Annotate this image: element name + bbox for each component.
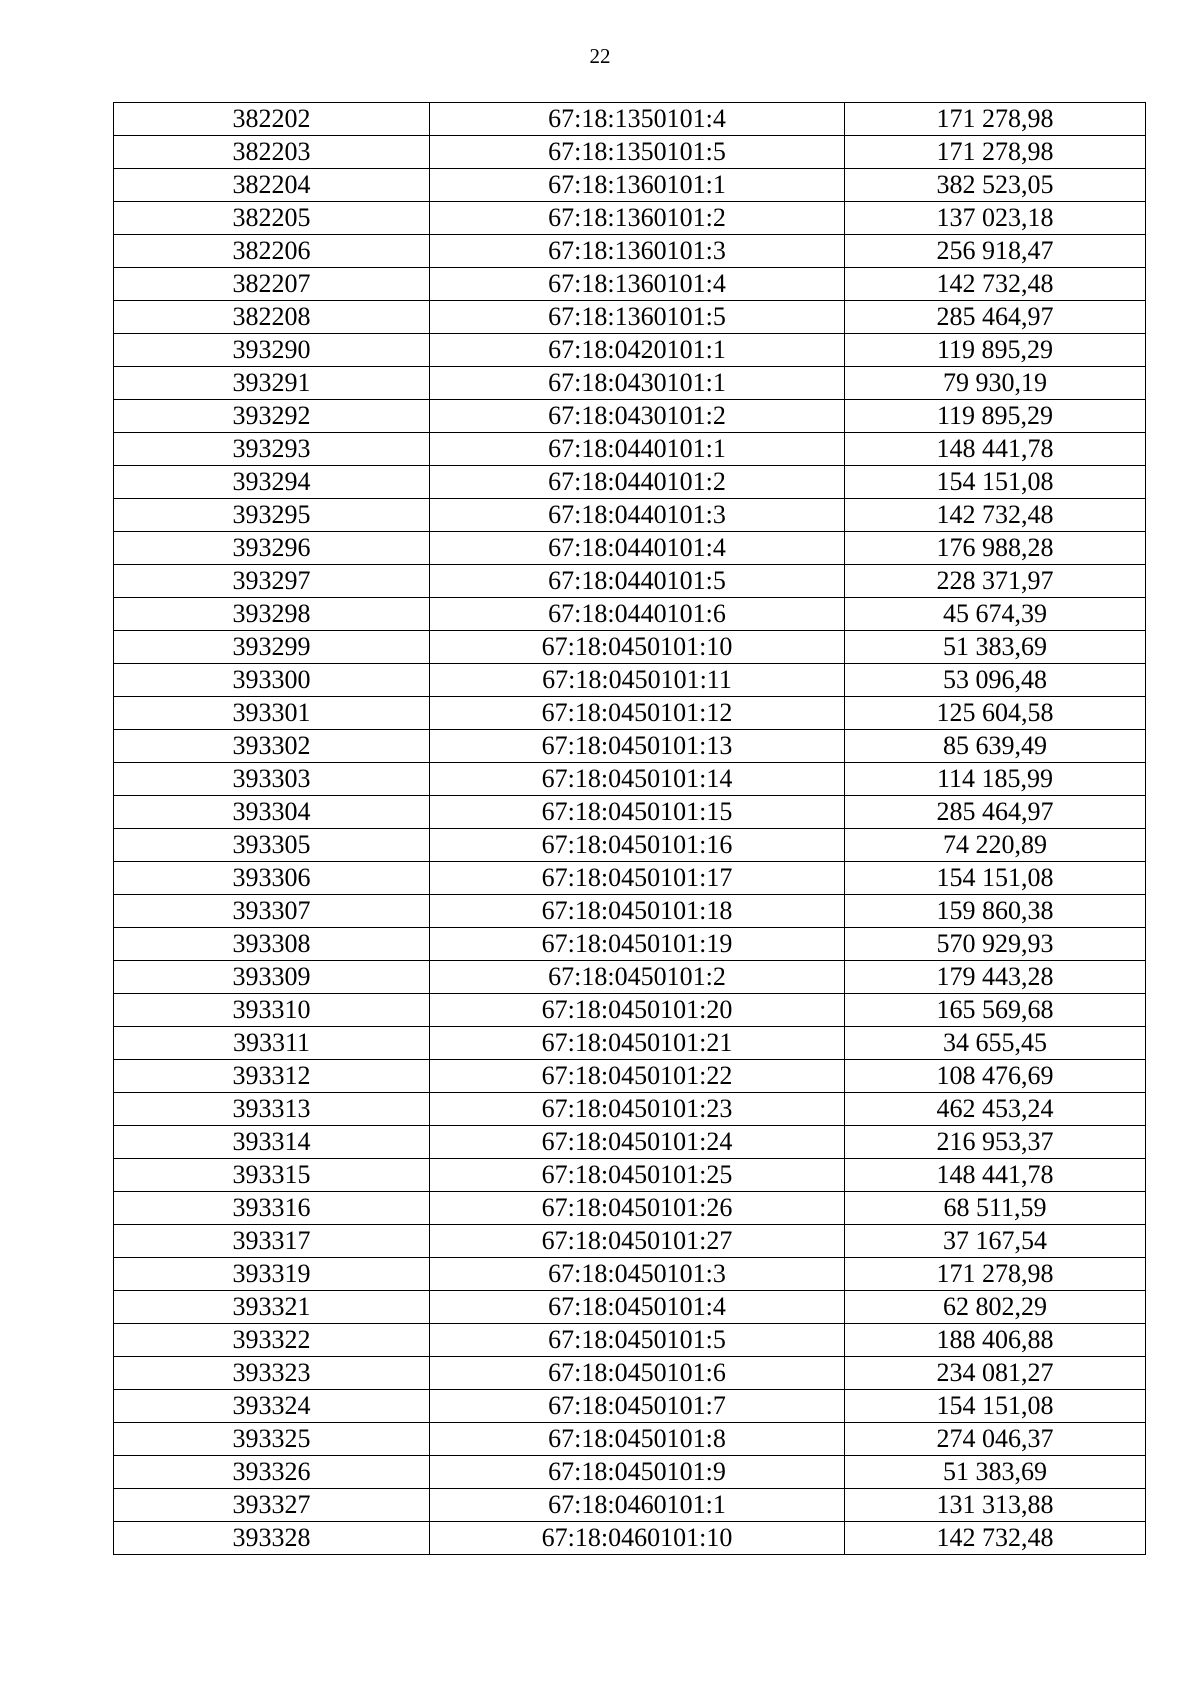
table-row <box>114 1324 1146 1357</box>
cadastral-number-cell: 67:18:0440101:4 <box>430 532 845 565</box>
row-id-cell: 393293 <box>114 433 430 466</box>
table-row <box>114 664 1146 697</box>
cadastral-value-cell: 68 511,59 <box>845 1192 1146 1225</box>
row-id-cell: 382202 <box>114 103 430 136</box>
row-id-cell: 393319 <box>114 1258 430 1291</box>
cadastral-value-cell: 85 639,49 <box>845 730 1146 763</box>
cadastral-number-cell: 67:18:0440101:2 <box>430 466 845 499</box>
table-row <box>114 1225 1146 1258</box>
table-row <box>114 169 1146 202</box>
cadastral-value-cell: 51 383,69 <box>845 631 1146 664</box>
cadastral-number-cell: 67:18:1350101:4 <box>430 103 845 136</box>
row-id-cell: 393315 <box>114 1159 430 1192</box>
table-row <box>114 1027 1146 1060</box>
cadastral-number-cell: 67:18:0450101:22 <box>430 1060 845 1093</box>
cadastral-value-cell: 119 895,29 <box>845 334 1146 367</box>
cadastral-value-cell: 154 151,08 <box>845 1390 1146 1423</box>
cadastral-number-cell: 67:18:0450101:4 <box>430 1291 845 1324</box>
cadastral-number-cell: 67:18:0450101:10 <box>430 631 845 664</box>
cadastral-value-cell: 148 441,78 <box>845 1159 1146 1192</box>
row-id-cell: 393295 <box>114 499 430 532</box>
table-row <box>114 796 1146 829</box>
cadastral-value-cell: 462 453,24 <box>845 1093 1146 1126</box>
cadastral-value-cell: 137 023,18 <box>845 202 1146 235</box>
cadastral-number-cell: 67:18:0450101:7 <box>430 1390 845 1423</box>
row-id-cell: 393313 <box>114 1093 430 1126</box>
table-row <box>114 1456 1146 1489</box>
table-row <box>114 1291 1146 1324</box>
table-row <box>114 103 1146 136</box>
row-id-cell: 393305 <box>114 829 430 862</box>
row-id-cell: 393324 <box>114 1390 430 1423</box>
cadastral-value-cell: 171 278,98 <box>845 103 1146 136</box>
row-id-cell: 382205 <box>114 202 430 235</box>
cadastral-number-cell: 67:18:0450101:2 <box>430 961 845 994</box>
row-id-cell: 393328 <box>114 1522 430 1555</box>
cadastral-value-cell: 188 406,88 <box>845 1324 1146 1357</box>
cadastral-number-cell: 67:18:0450101:17 <box>430 862 845 895</box>
row-id-cell: 393290 <box>114 334 430 367</box>
row-id-cell: 382206 <box>114 235 430 268</box>
cadastral-number-cell: 67:18:0450101:13 <box>430 730 845 763</box>
row-id-cell: 393308 <box>114 928 430 961</box>
table-row <box>114 334 1146 367</box>
cadastral-number-cell: 67:18:0450101:16 <box>430 829 845 862</box>
cadastral-number-cell: 67:18:0450101:19 <box>430 928 845 961</box>
table-row <box>114 829 1146 862</box>
cadastral-value-cell: 34 655,45 <box>845 1027 1146 1060</box>
cadastral-value-cell: 382 523,05 <box>845 169 1146 202</box>
table-row <box>114 994 1146 1027</box>
cadastral-number-cell: 67:18:0450101:6 <box>430 1357 845 1390</box>
table-row <box>114 565 1146 598</box>
table-row <box>114 1093 1146 1126</box>
cadastral-number-cell: 67:18:0430101:2 <box>430 400 845 433</box>
cadastral-value-cell: 119 895,29 <box>845 400 1146 433</box>
row-id-cell: 393304 <box>114 796 430 829</box>
row-id-cell: 393314 <box>114 1126 430 1159</box>
table-row <box>114 1192 1146 1225</box>
cadastral-number-cell: 67:18:0450101:14 <box>430 763 845 796</box>
table-row <box>114 730 1146 763</box>
cadastral-value-cell: 37 167,54 <box>845 1225 1146 1258</box>
row-id-cell: 393321 <box>114 1291 430 1324</box>
table-row <box>114 499 1146 532</box>
table-row <box>114 631 1146 664</box>
cadastral-number-cell: 67:18:0420101:1 <box>430 334 845 367</box>
table-row <box>114 1489 1146 1522</box>
cadastral-value-cell: 159 860,38 <box>845 895 1146 928</box>
cadastral-number-cell: 67:18:0450101:11 <box>430 664 845 697</box>
cadastral-value-cell: 285 464,97 <box>845 301 1146 334</box>
cadastral-number-cell: 67:18:0450101:26 <box>430 1192 845 1225</box>
cadastral-value-cell: 171 278,98 <box>845 136 1146 169</box>
row-id-cell: 393326 <box>114 1456 430 1489</box>
cadastral-value-cell: 148 441,78 <box>845 433 1146 466</box>
table-row <box>114 1159 1146 1192</box>
table-row <box>114 301 1146 334</box>
row-id-cell: 393299 <box>114 631 430 664</box>
cadastral-value-cell: 142 732,48 <box>845 268 1146 301</box>
table-row <box>114 928 1146 961</box>
cadastral-value-cell: 53 096,48 <box>845 664 1146 697</box>
row-id-cell: 393322 <box>114 1324 430 1357</box>
row-id-cell: 393303 <box>114 763 430 796</box>
cadastral-value-cell: 179 443,28 <box>845 961 1146 994</box>
row-id-cell: 393297 <box>114 565 430 598</box>
cadastral-number-cell: 67:18:1350101:5 <box>430 136 845 169</box>
row-id-cell: 382207 <box>114 268 430 301</box>
table-body <box>114 103 1146 1555</box>
cadastral-value-cell: 228 371,97 <box>845 565 1146 598</box>
cadastral-value-cell: 285 464,97 <box>845 796 1146 829</box>
cadastral-number-cell: 67:18:0440101:1 <box>430 433 845 466</box>
cadastral-number-cell: 67:18:0450101:5 <box>430 1324 845 1357</box>
cadastral-number-cell: 67:18:0450101:25 <box>430 1159 845 1192</box>
row-id-cell: 382203 <box>114 136 430 169</box>
cadastral-number-cell: 67:18:0450101:18 <box>430 895 845 928</box>
cadastral-number-cell: 67:18:1360101:3 <box>430 235 845 268</box>
row-id-cell: 393292 <box>114 400 430 433</box>
cadastral-value-cell: 165 569,68 <box>845 994 1146 1027</box>
row-id-cell: 393316 <box>114 1192 430 1225</box>
cadastral-number-cell: 67:18:0450101:23 <box>430 1093 845 1126</box>
cadastral-number-cell: 67:18:0450101:20 <box>430 994 845 1027</box>
cadastral-number-cell: 67:18:0460101:10 <box>430 1522 845 1555</box>
cadastral-number-cell: 67:18:0430101:1 <box>430 367 845 400</box>
table-row <box>114 235 1146 268</box>
row-id-cell: 393327 <box>114 1489 430 1522</box>
cadastral-value-cell: 256 918,47 <box>845 235 1146 268</box>
cadastral-value-cell: 131 313,88 <box>845 1489 1146 1522</box>
table-row <box>114 367 1146 400</box>
cadastral-number-cell: 67:18:0450101:9 <box>430 1456 845 1489</box>
row-id-cell: 393291 <box>114 367 430 400</box>
row-id-cell: 382208 <box>114 301 430 334</box>
table-row <box>114 697 1146 730</box>
row-id-cell: 393311 <box>114 1027 430 1060</box>
row-id-cell: 393296 <box>114 532 430 565</box>
cadastral-number-cell: 67:18:1360101:1 <box>430 169 845 202</box>
table-row <box>114 763 1146 796</box>
table-row <box>114 1126 1146 1159</box>
cadastral-value-cell: 142 732,48 <box>845 499 1146 532</box>
table-row <box>114 466 1146 499</box>
cadastral-value-cell: 125 604,58 <box>845 697 1146 730</box>
table-row <box>114 895 1146 928</box>
row-id-cell: 393309 <box>114 961 430 994</box>
cadastral-number-cell: 67:18:0460101:1 <box>430 1489 845 1522</box>
cadastral-value-cell: 570 929,93 <box>845 928 1146 961</box>
table-row <box>114 1423 1146 1456</box>
cadastral-number-cell: 67:18:0440101:6 <box>430 598 845 631</box>
cadastral-value-table <box>113 102 1146 1555</box>
table-row <box>114 1357 1146 1390</box>
cadastral-value-cell: 171 278,98 <box>845 1258 1146 1291</box>
page-number: 22 <box>589 44 611 68</box>
table-row <box>114 1522 1146 1555</box>
cadastral-value-cell: 154 151,08 <box>845 466 1146 499</box>
row-id-cell: 393300 <box>114 664 430 697</box>
cadastral-value-cell: 176 988,28 <box>845 532 1146 565</box>
row-id-cell: 393302 <box>114 730 430 763</box>
table-row <box>114 433 1146 466</box>
cadastral-number-cell: 67:18:0450101:3 <box>430 1258 845 1291</box>
table-row <box>114 862 1146 895</box>
table-row <box>114 202 1146 235</box>
cadastral-number-cell: 67:18:0450101:27 <box>430 1225 845 1258</box>
cadastral-number-cell: 67:18:0450101:21 <box>430 1027 845 1060</box>
cadastral-value-cell: 62 802,29 <box>845 1291 1146 1324</box>
row-id-cell: 393323 <box>114 1357 430 1390</box>
row-id-cell: 393306 <box>114 862 430 895</box>
table-row <box>114 400 1146 433</box>
row-id-cell: 393310 <box>114 994 430 1027</box>
table-row <box>114 1060 1146 1093</box>
cadastral-value-cell: 234 081,27 <box>845 1357 1146 1390</box>
table-row <box>114 961 1146 994</box>
cadastral-number-cell: 67:18:0440101:3 <box>430 499 845 532</box>
cadastral-number-cell: 67:18:1360101:4 <box>430 268 845 301</box>
row-id-cell: 393298 <box>114 598 430 631</box>
cadastral-number-cell: 67:18:0450101:15 <box>430 796 845 829</box>
row-id-cell: 393307 <box>114 895 430 928</box>
table-row <box>114 1390 1146 1423</box>
row-id-cell: 393312 <box>114 1060 430 1093</box>
cadastral-number-cell: 67:18:0450101:24 <box>430 1126 845 1159</box>
row-id-cell: 393325 <box>114 1423 430 1456</box>
cadastral-value-cell: 45 674,39 <box>845 598 1146 631</box>
cadastral-value-cell: 274 046,37 <box>845 1423 1146 1456</box>
table-row <box>114 136 1146 169</box>
row-id-cell: 382204 <box>114 169 430 202</box>
cadastral-number-cell: 67:18:0450101:12 <box>430 697 845 730</box>
cadastral-value-cell: 74 220,89 <box>845 829 1146 862</box>
cadastral-value-cell: 114 185,99 <box>845 763 1146 796</box>
cadastral-number-cell: 67:18:0450101:8 <box>430 1423 845 1456</box>
cadastral-number-cell: 67:18:1360101:2 <box>430 202 845 235</box>
cadastral-value-cell: 108 476,69 <box>845 1060 1146 1093</box>
cadastral-value-cell: 154 151,08 <box>845 862 1146 895</box>
cadastral-value-cell: 142 732,48 <box>845 1522 1146 1555</box>
table-row <box>114 598 1146 631</box>
cadastral-value-cell: 79 930,19 <box>845 367 1146 400</box>
row-id-cell: 393317 <box>114 1225 430 1258</box>
cadastral-number-cell: 67:18:1360101:5 <box>430 301 845 334</box>
cadastral-value-cell: 216 953,37 <box>845 1126 1146 1159</box>
cadastral-value-cell: 51 383,69 <box>845 1456 1146 1489</box>
table-row <box>114 532 1146 565</box>
table-row <box>114 1258 1146 1291</box>
row-id-cell: 393301 <box>114 697 430 730</box>
table-row <box>114 268 1146 301</box>
cadastral-number-cell: 67:18:0440101:5 <box>430 565 845 598</box>
row-id-cell: 393294 <box>114 466 430 499</box>
